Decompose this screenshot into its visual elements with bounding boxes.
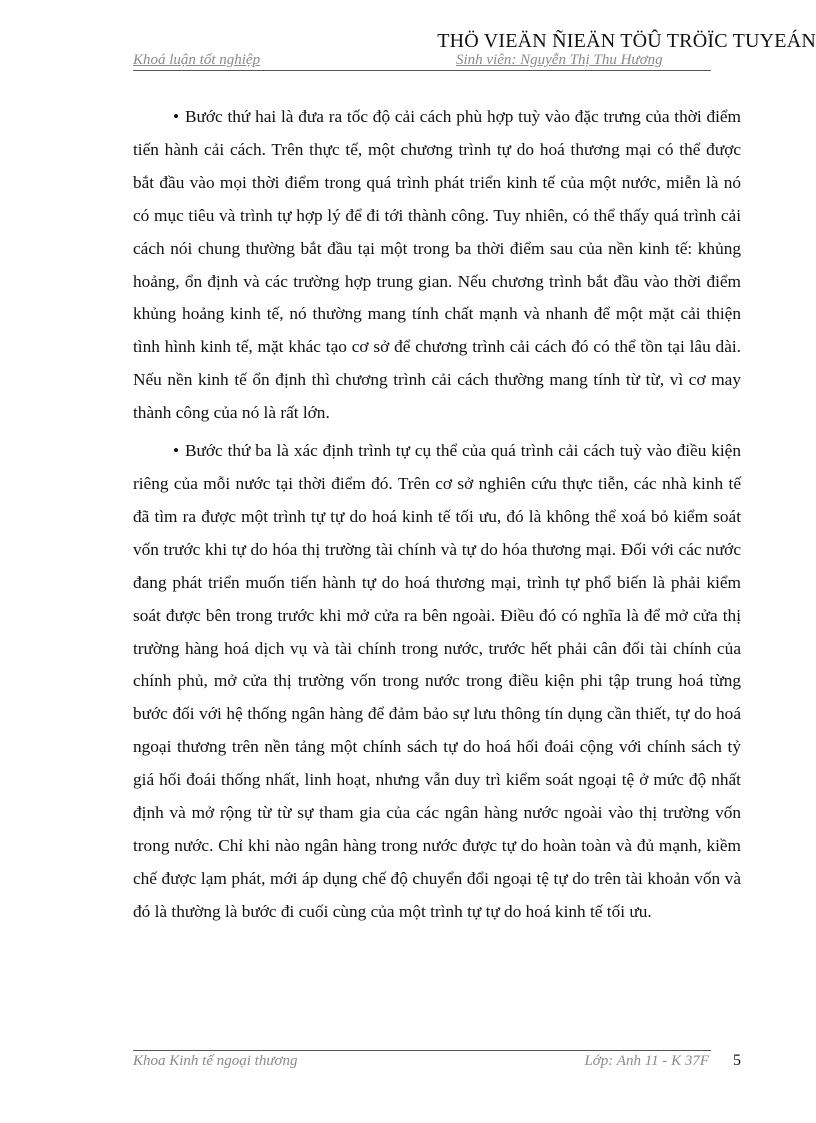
footer-divider bbox=[133, 1050, 711, 1051]
bullet-icon: • bbox=[173, 107, 180, 126]
paragraph-step-three bbox=[133, 435, 741, 929]
page-header bbox=[133, 52, 711, 71]
header-thesis-label: Khoá luận tốt nghiệp bbox=[133, 52, 261, 68]
paragraph-step-two bbox=[133, 101, 741, 430]
site-watermark: THÖ VIEÄN ÑIEÄN TÖÛ TRÖÏC TUYEÁN bbox=[437, 30, 816, 52]
footer-faculty: Khoa Kinh tế ngoại thương bbox=[133, 1053, 298, 1069]
bullet-icon: • bbox=[173, 441, 180, 461]
header-student-name: Sinh viên: Nguyễn Thị Thu Hương bbox=[456, 52, 663, 68]
page-footer bbox=[133, 1053, 711, 1073]
footer-class: Lớp: Anh 11 - K 37F bbox=[584, 1053, 709, 1069]
paragraph-text: Bước thứ hai là đưa ra tốc độ cải cách phù hợp tuỳ vào đặc trưng của thời điểm tiến hành cải cách. Trên thực tế, một chương trình tự do hoá thương mại có thể được bắt đầu vào mọi thời điểm trong quá trình phát triển kinh tế của một nước, miễn là nó có mục tiêu và trình tự hợp lý để đi tới thành công. Tuy nhiên, có thể thấy quá trình cải cách nói chung thường bắt đầu tại một trong ba thời điểm sau của nền kinh tế: khủng hoảng, ổn định và các trường hợp trung gian. Nếu chương trình bắt đầu vào thời điểm khủng hoảng kinh tế, nó thường mang tính chất mạnh và nhanh để một mặt cải thiện tình hình kinh tế, mặt khác tạo cơ sở để chương trình cải cách đó có thể tồn tại lâu dài. Nếu nền kinh tế ổn định thì chương trình cải cách thường mang tính từ từ, vì cơ may thành công của nó là rất lớn. bbox=[133, 107, 741, 423]
page-number: 5 bbox=[733, 1052, 741, 1069]
document-body bbox=[133, 101, 741, 934]
paragraph-text: Bước thứ ba là xác định trình tự cụ thể của quá trình cải cách tuỳ vào điều kiện riêng của mỗi nước tại thời điểm đó. Trên cơ sở nghiên cứu thực tiễn, các nhà kinh tế đã tìm ra được một trình tự tự do hoá kinh tế tối ưu, đó là không thể xoá bỏ kiểm soát vốn trước khi tự do hóa thị trường tài chính và tự do hóa thương mại. Đối với các nước đang phát triển muốn tiến hành tự do hoá thương mại, trình tự phổ biến là phải kiểm soát được bên trong trước khi mở cửa ra bên ngoài. Điều đó có nghĩa là để mở cửa thị trường hàng hoá dịch vụ và tài chính trong nước, trước hết phải cân đối tài chính của chính phủ, mở cửa thị trường vốn trong nước trong điều kiện phi tập trung hoá từng bước đối với hệ thống ngân hàng để đảm bảo sự lưu thông tín dụng cần thiết, tự do hoá ngoại thương trên nền tảng một chính sách tự do hoá hối đoái cộng với chính sách tỷ giá hối đoái thống nhất, linh hoạt, nhưng vẫn duy trì kiểm soát ngoại tệ ở mức độ nhất định và mở rộng từ từ sự tham gia của các ngân hàng nước ngoài vào thị trường vốn trong nước. Chỉ khi nào ngân hàng trong nước được tự do hoàn toàn và đủ mạnh, kiềm chế được lạm phát, mới áp dụng chế độ chuyển đổi ngoại tệ tự do trên tài khoản vốn và đó là thường là bước đi cuối cùng của một trình tự tự do hoá kinh tế tối ưu. bbox=[133, 441, 741, 921]
